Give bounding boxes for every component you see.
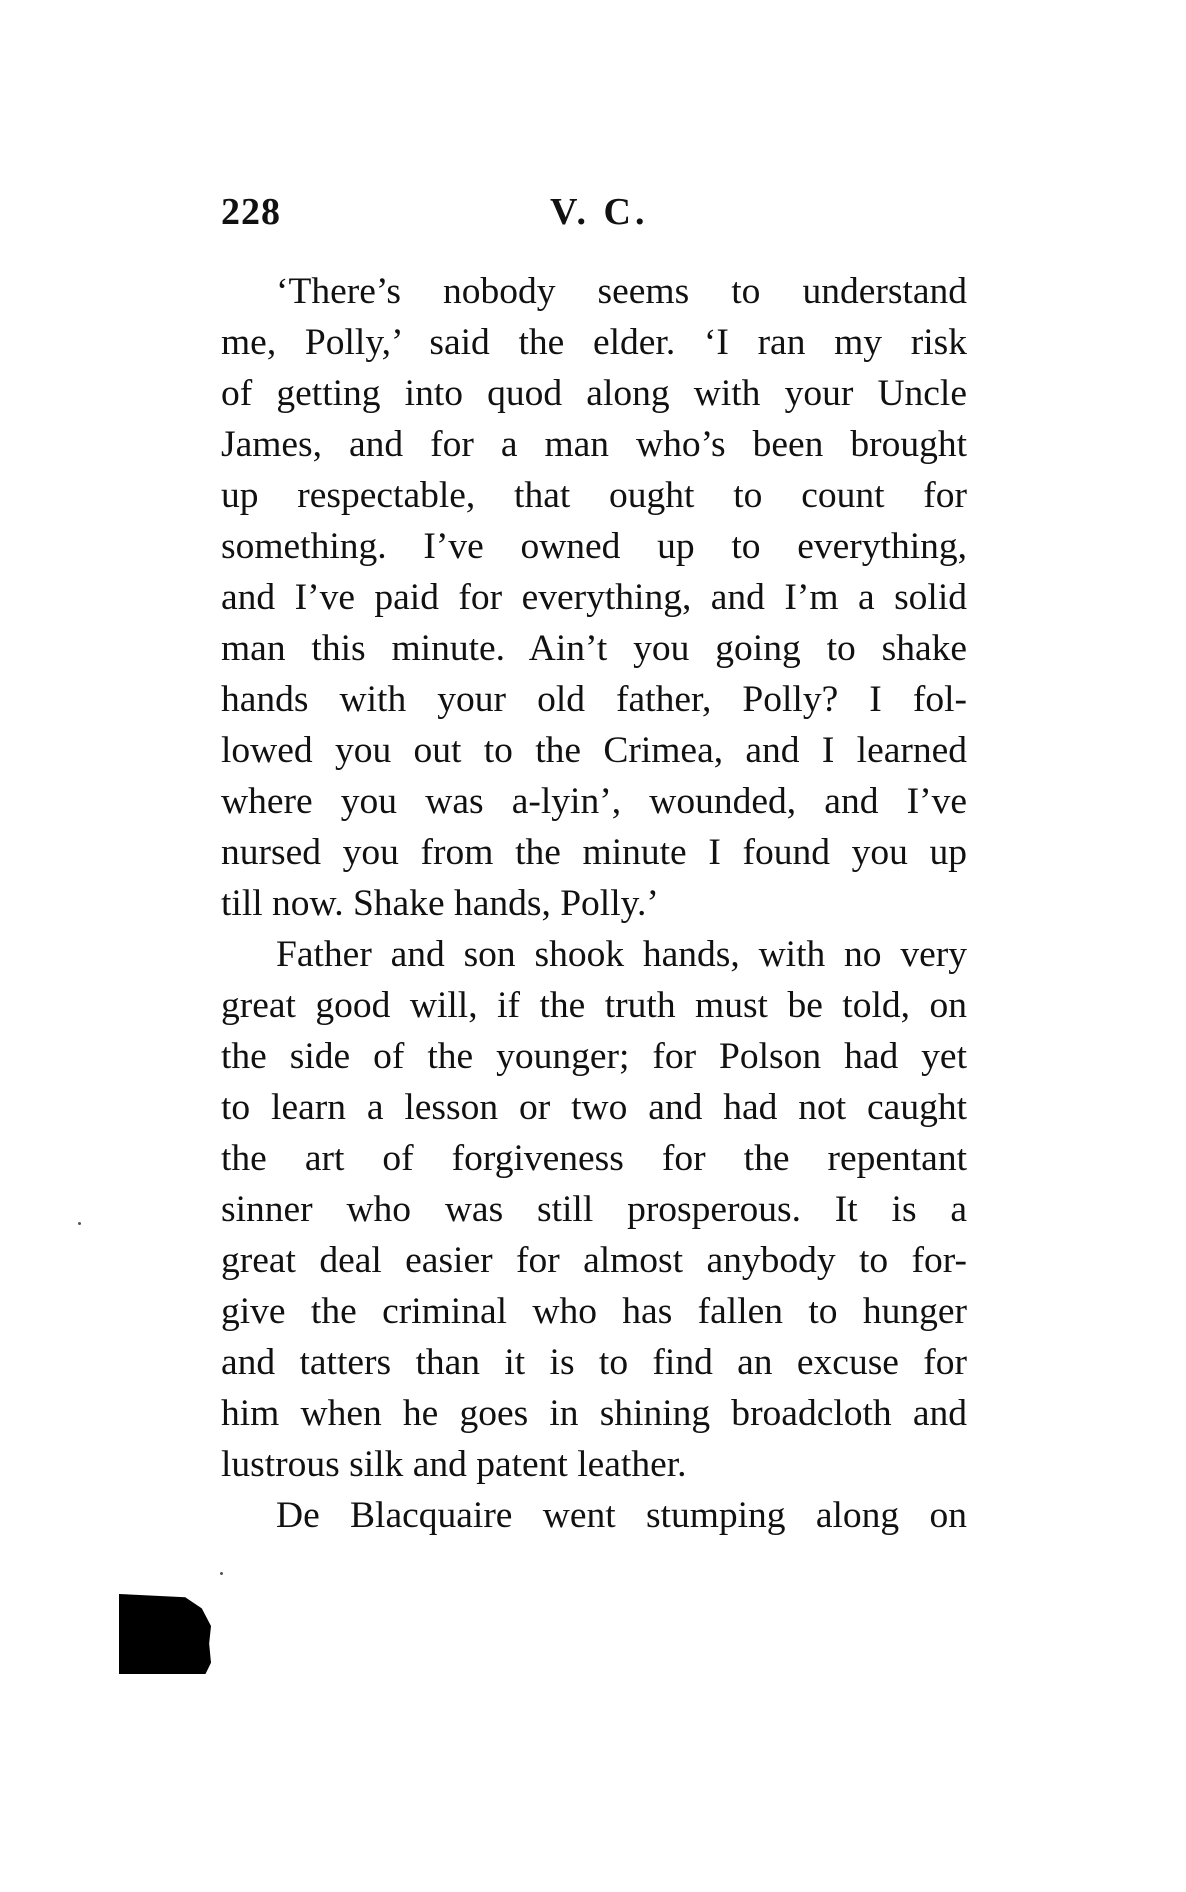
text-line: nursed you from the minute I found you up — [221, 832, 967, 873]
text-line: the side of the younger; for Polson had yet — [221, 1036, 967, 1077]
text-line: him when he goes in shining broadcloth and — [221, 1393, 967, 1434]
text-line: lowed you out to the Crimea, and I learned — [221, 730, 967, 771]
text-line: sinner who was still prosperous. It is a — [221, 1189, 967, 1230]
scan-speck — [78, 1222, 81, 1225]
running-title: V. C. — [550, 191, 649, 233]
body-text — [221, 266, 967, 1541]
text-line: great good will, if the truth must be told, on — [221, 985, 967, 1026]
text-line: De Blacquaire went stumping along on — [276, 1495, 967, 1536]
text-line: ‘There’s nobody seems to understand — [276, 271, 967, 312]
ink-blot-mark — [119, 1594, 211, 1674]
text-line: great deal easier for almost anybody to for- — [221, 1240, 967, 1281]
text-line: and tatters than it is to find an excuse for — [221, 1342, 967, 1383]
text-line: hands with your old father, Polly? I fol- — [221, 679, 967, 720]
text-line: something. I’ve owned up to everything, — [221, 526, 967, 567]
text-line: till now. Shake hands, Polly.’ — [221, 883, 659, 924]
text-line: where you was a-lyin’, wounded, and I’ve — [221, 781, 967, 822]
text-line: James, and for a man who’s been brought — [221, 424, 967, 465]
text-line: to learn a lesson or two and had not caught — [221, 1087, 967, 1128]
scan-speck — [220, 1572, 223, 1575]
text-line: of getting into quod along with your Uncle — [221, 373, 967, 414]
text-line: and I’ve paid for everything, and I’m a solid — [221, 577, 967, 618]
text-line: give the criminal who has fallen to hunger — [221, 1291, 967, 1332]
page-number: 228 — [221, 191, 281, 233]
text-line: up respectable, that ought to count for — [221, 475, 967, 516]
text-line: man this minute. Ain’t you going to shake — [221, 628, 967, 669]
text-line: me, Polly,’ said the elder. ‘I ran my risk — [221, 322, 967, 363]
text-line: lustrous silk and patent leather. — [221, 1444, 687, 1485]
text-line: the art of forgiveness for the repentant — [221, 1138, 967, 1179]
text-line: Father and son shook hands, with no very — [276, 934, 967, 975]
